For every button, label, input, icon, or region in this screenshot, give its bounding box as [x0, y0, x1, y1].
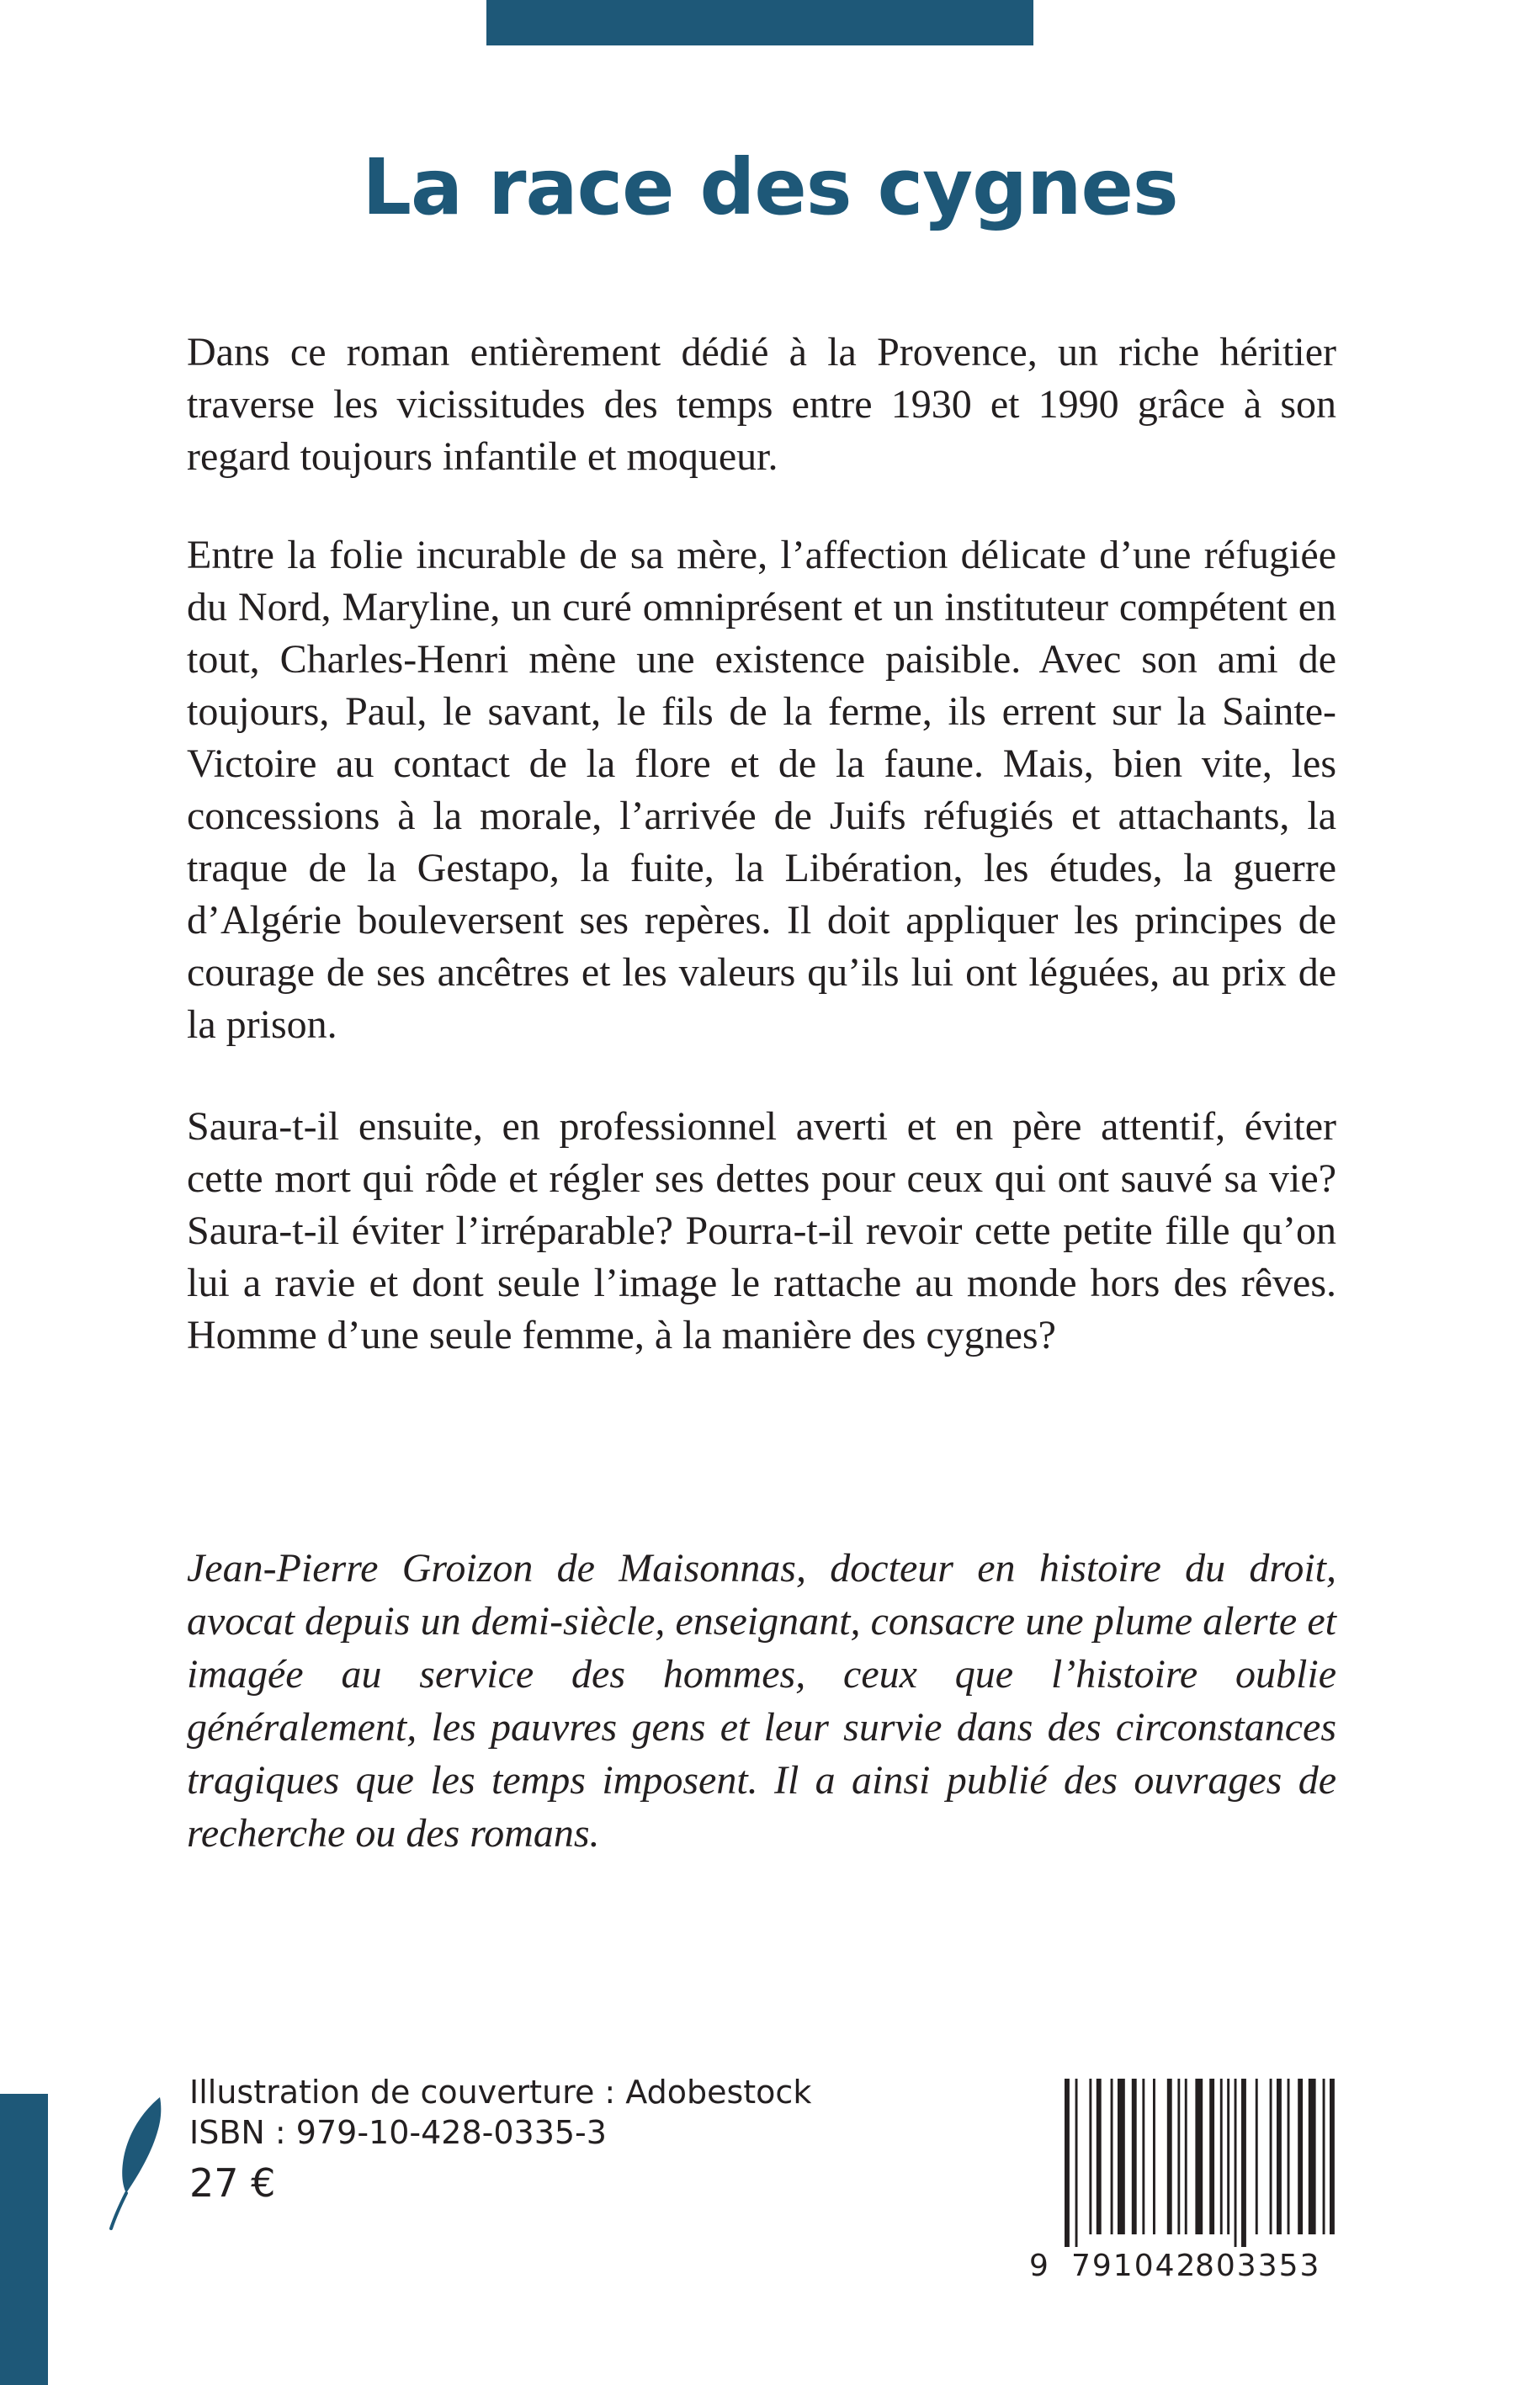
- barcode-bar: [1277, 2079, 1282, 2234]
- barcode-bar: [1298, 2079, 1303, 2234]
- barcode-bar: [1177, 2079, 1180, 2234]
- barcode-left-group: 791042: [1071, 2249, 1197, 2283]
- isbn-line: ISBN : 979-10-428-0335-3: [189, 2114, 607, 2151]
- barcode-bar: [1323, 2079, 1325, 2234]
- barcode-bar: [1220, 2079, 1223, 2234]
- barcode-bar: [1075, 2079, 1078, 2247]
- barcode-bar: [1209, 2079, 1214, 2234]
- barcode-bar: [1227, 2079, 1229, 2234]
- top-accent-bar: [486, 0, 1033, 45]
- book-title: La race des cygnes: [362, 142, 1178, 232]
- barcode-bar: [1309, 2079, 1316, 2234]
- barcode-bar: [1142, 2079, 1144, 2234]
- feather-icon: [108, 2096, 167, 2230]
- barcode-bar: [1097, 2079, 1102, 2234]
- barcode-bar: [1256, 2079, 1258, 2234]
- barcode-bar: [1185, 2079, 1187, 2234]
- author-bio: Jean-Pierre Groizon de Maisonnas, docteur en histoire du droit, avocat depuis un demi-siècle, enseignant, consacre une plume alerte et imagée au service des hommes, ceux que l’histoire oublie généralement, les pauvres gens et leur survie dans des circonstances tragiques que les temps imposent. Il a ainsi publié des ouvrages de recherche ou des romans.: [187, 1546, 1336, 1856]
- barcode-bar: [1235, 2079, 1237, 2247]
- barcode-bar: [1270, 2079, 1272, 2234]
- summary-paragraph-3: Saura-t-il ensuite, en professionnel averti et en père attentif, éviter cette mort qui rôde et régler ses dettes pour ceux qui ont sauvé sa vie? Saura-t-il éviter l’irréparable? Pourra-t-il revoir cette petite fille qu’on lui a ravie et dont seule l’image le rattache au monde hors des rêves. Homme d’une seule femme, à la manière des cygnes?: [187, 1104, 1336, 1357]
- barcode-bar: [1241, 2079, 1246, 2247]
- credits-block: [189, 2072, 811, 2210]
- barcode-bar: [1118, 2079, 1125, 2234]
- barcode-bar: [1065, 2079, 1070, 2247]
- barcode-bars: [1022, 2079, 1342, 2255]
- isbn-barcode: [1022, 2079, 1342, 2304]
- barcode-first-digit: 9: [1029, 2249, 1049, 2283]
- barcode-bar: [1153, 2079, 1155, 2234]
- illustration-credit: Illustration de couverture : Adobestock: [189, 2074, 812, 2111]
- barcode-bar: [1167, 2079, 1172, 2234]
- barcode-bar: [1111, 2079, 1113, 2234]
- barcode-bar: [1132, 2079, 1137, 2234]
- bottom-left-accent-bar: [0, 2094, 48, 2385]
- barcode-bar: [1089, 2079, 1091, 2234]
- barcode-right-group: 803353: [1195, 2249, 1321, 2283]
- summary-paragraph-1: Dans ce roman entièrement dédié à la Provence, un riche héritier traverse les vicissitudes des temps entre 1930 et 1990 grâce à son regard toujours infantile et moqueur.: [187, 330, 1336, 479]
- barcode-bar: [1330, 2079, 1335, 2234]
- barcode-digits: [1022, 2249, 1342, 2299]
- price: 27 €: [189, 2160, 276, 2206]
- barcode-bar: [1195, 2079, 1203, 2234]
- barcode-bar: [1288, 2079, 1290, 2234]
- summary-paragraph-2: Entre la folie incurable de sa mère, l’affection délicate d’une réfugiée du Nord, Maryline, un curé omniprésent et un instituteur compétent en tout, Charles-Henri mène une existence paisible. Avec son ami de toujours, Paul, le savant, le fils de la ferme, ils errent sur la Sainte-Victoire au contact de la flore et de la faune. Mais, bien vite, les concessions à la morale, l’arrivée de Juifs réfugiés et attachants, la traque de la Gestapo, la fuite, la Libération, les études, la guerre d’Algérie bouleversent ses repères. Il doit appliquer les principes de courage de ses ancêtres et les valeurs qu’ils lui ont léguées, au prix de la prison.: [187, 533, 1336, 1047]
